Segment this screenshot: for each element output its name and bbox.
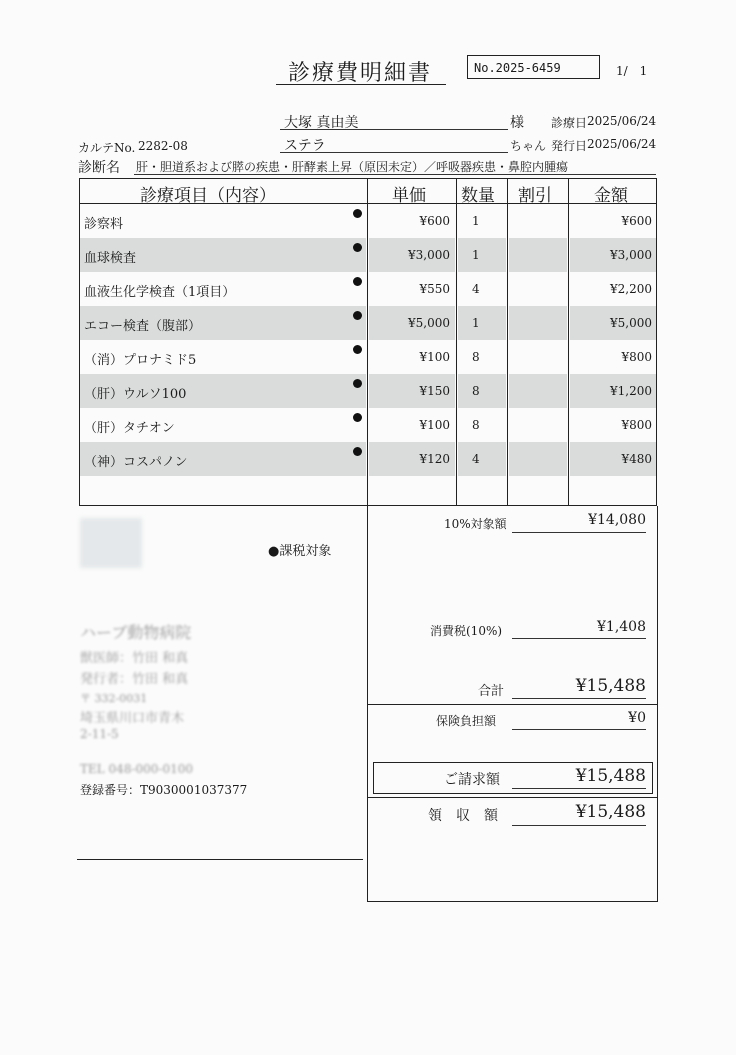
billed-value: ¥15,488 [575,766,646,786]
pet-suffix: ちゃん [510,139,547,153]
clinic-issuer: 発行者：竹田 和真 [80,672,189,687]
row-item: エコー検査（腹部） [84,319,202,334]
taxable-dot [353,413,362,422]
visit-date-label: 診療日 [551,116,588,130]
page-number: 1/ 1 [616,64,648,78]
row-item: 血液生化学検査（1項目） [84,285,236,300]
row-amount: ¥1,200 [610,384,652,398]
row-price: ¥120 [419,452,450,466]
pet-underline [280,152,508,153]
clinic-registration: 登録番号：T9030001037377 [80,783,248,797]
issue-date: 2025/06/24 [587,137,657,151]
row-shade [509,306,567,340]
sum-label: 合計 [478,684,505,699]
row-item: （神）コスパノン [84,455,188,470]
taxable-note: ●課税対象 [268,544,332,559]
row-qty: 4 [472,282,480,296]
row-qty: 1 [472,316,480,330]
row-price: ¥150 [419,384,450,398]
row-qty: 8 [472,418,480,432]
diagnosis: 肝・胆道系および膵の疾患・肝酵素上昇（原因未定）／呼吸器疾患・鼻腔内腫瘍 [136,160,569,174]
title-underline [276,84,446,85]
issue-date-label: 発行日 [551,139,588,153]
row-qty: 8 [472,350,480,364]
owner-underline [280,129,508,130]
clinic-address: 埼玉県川口市青木 [80,711,185,726]
row-amount: ¥800 [621,418,652,432]
taxable-dot [353,243,362,252]
document-title: 診療費明細書 [288,61,433,86]
row-shade [509,442,567,476]
diagnosis-underline [134,174,656,175]
row-price: ¥600 [419,214,450,228]
clinic-name: ハーブ動物病院 [80,623,192,642]
row-qty: 1 [472,248,480,262]
clinic-address-2: 2-11-5 [80,727,119,741]
taxable-underline [512,532,646,533]
received-underline [512,825,646,826]
row-price: ¥5,000 [408,316,450,330]
row-amount: ¥5,000 [610,316,652,330]
received-value: ¥15,488 [575,802,646,822]
row-price: ¥3,000 [408,248,450,262]
received-label: 領 収 額 [428,808,498,824]
row-item: （肝）タチオン [84,421,175,436]
row-price: ¥100 [419,350,450,364]
sum-value: ¥15,488 [575,676,646,696]
table-row [80,238,656,272]
billed-label: ご請求額 [444,772,500,788]
insurance-underline [512,729,646,730]
taxable-dot [353,209,362,218]
totals-divider-1 [367,704,657,705]
row-amount: ¥480 [621,452,652,466]
table-row [80,306,656,340]
row-item: 血球検査 [84,251,137,266]
header-qty: 数量 [461,186,495,206]
table-row [80,408,656,442]
clinic-postal: 〒 332-0031 [80,692,148,705]
tax-label: 消費税(10%) [430,624,503,638]
row-amount: ¥2,200 [610,282,652,296]
chart-no-label: カルテNo. [78,141,136,155]
table-row [80,442,656,476]
tax-value: ¥1,408 [597,619,646,635]
row-item: （肝）ウルソ100 [84,387,187,402]
row-price: ¥550 [419,282,450,296]
pet-name: ステラ [284,138,326,154]
row-shade [509,238,567,272]
taxable-value: ¥14,080 [588,512,646,528]
signature-line [77,859,363,860]
taxable-label: 10%対象額 [444,517,507,531]
clinic-vet: 獣医師：竹田 和真 [80,651,189,666]
taxable-dot [353,277,362,286]
taxable-dot [353,447,362,456]
sum-underline [512,698,646,699]
insurance-label: 保険負担額 [436,714,497,728]
clinic-logo [80,518,142,568]
doc-number: No.2025-6459 [474,61,561,75]
chart-no: 2282-08 [138,139,188,153]
owner-name: 大塚 真由美 [284,115,359,131]
billed-underline [512,788,646,789]
row-qty: 8 [472,384,480,398]
header-discount: 割引 [518,186,552,206]
taxable-dot [353,345,362,354]
row-item: 診察料 [84,217,124,232]
row-amount: ¥800 [621,350,652,364]
taxable-dot [353,379,362,388]
row-qty: 4 [472,452,480,466]
totals-right-border [657,506,658,902]
row-price: ¥100 [419,418,450,432]
tax-underline [512,638,646,639]
taxable-dot [353,311,362,320]
totals-bottom-border [367,901,658,902]
table-row [80,340,656,374]
diagnosis-label: 診断名 [78,160,120,176]
insurance-value: ¥0 [628,710,646,726]
row-amount: ¥600 [621,214,652,228]
row-amount: ¥3,000 [610,248,652,262]
header-price: 単価 [392,186,426,206]
row-qty: 1 [472,214,480,228]
table-row [80,204,656,238]
totals-divider-2 [367,797,657,798]
row-item: （消）プロナミド5 [84,353,197,368]
clinic-tel: TEL 048-000-0100 [80,762,194,776]
owner-suffix: 様 [510,115,524,131]
visit-date: 2025/06/24 [587,114,657,128]
header-item: 診療項目（内容） [140,186,276,206]
header-amount: 金額 [594,186,628,206]
table-row [80,374,656,408]
row-shade [509,374,567,408]
table-row [80,272,656,306]
